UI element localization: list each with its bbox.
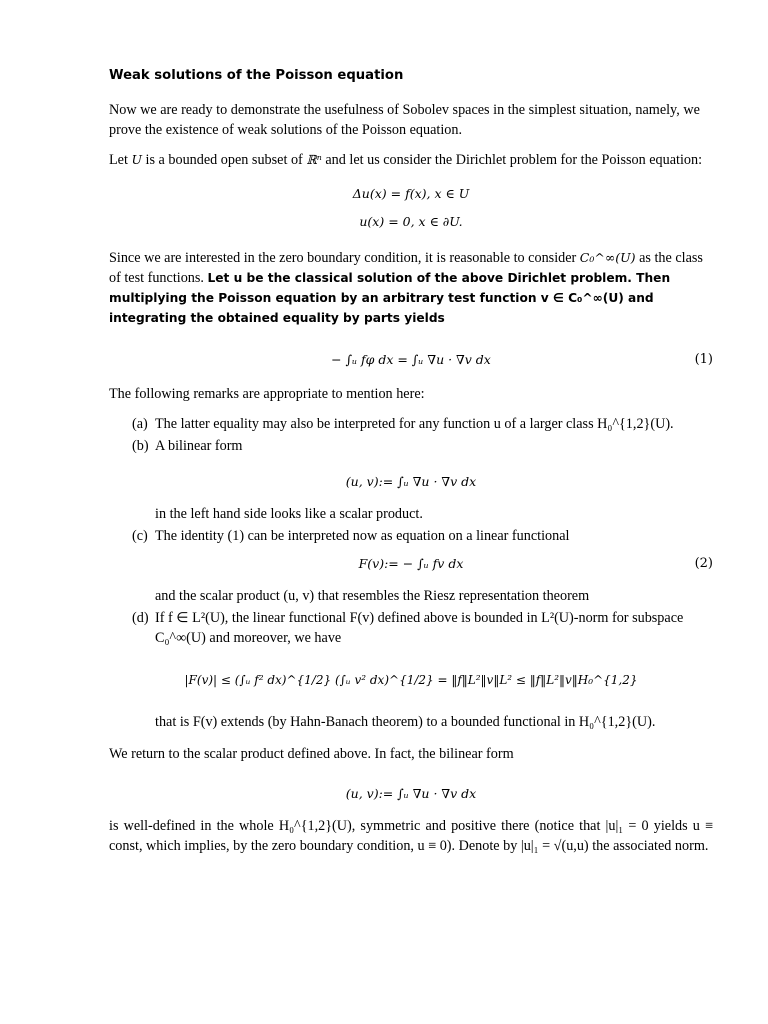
- remark-b-continuation: in the left hand side looks like a scalar product.: [155, 506, 423, 522]
- paragraph-dirichlet: [109, 150, 713, 170]
- remark-c-continuation: and the scalar product (u, v) that resembles the Riesz representation theorem: [155, 588, 590, 604]
- section-title: Weak solutions of the Poisson equation: [109, 68, 404, 83]
- equation-1-number: (1): [694, 352, 713, 367]
- remark-d-continuation: that is F(v) extends (by Hahn-Banach theorem) to a bounded functional in H₀^{1,2}(U).: [155, 714, 656, 730]
- inequality-bound-text: |F(v)| ≤ (∫ᵤ f² dx)^{1/2} (∫ᵤ v² dx)^{1/2} = ‖f‖L²‖v‖L² ≤ ‖f‖L²‖v‖H₀^{1,2}: [184, 673, 638, 687]
- text-consider-dirichlet: and let us consider the Dirichlet problem for the Poisson equation:: [325, 152, 703, 168]
- remark-b-text: A bilinear form: [155, 438, 243, 454]
- equation-boundary: [109, 210, 713, 240]
- equation-1: [109, 338, 713, 384]
- equation-poisson: [109, 180, 713, 210]
- equation-bilinear-text: (u, v):= ∫ᵤ ∇u · ∇v dx: [345, 474, 477, 489]
- equation-poisson-text: Δu(x) = f(x), x ∈ U: [352, 186, 470, 201]
- paragraph-test-functions: [109, 248, 713, 328]
- remark-a-text: The latter equality may also be interpreted for any function u of a larger class H₀^{1,2}(U).: [155, 416, 674, 432]
- symbol-U: U: [131, 152, 142, 167]
- paragraph-remarks-intro: The following remarks are appropriate to mention here:: [109, 386, 425, 402]
- text-bounded-open: is a bounded open subset of: [145, 152, 303, 168]
- remark-c-label: (c): [132, 528, 148, 544]
- text-since-zero-bc: Since we are interested in the zero boundary condition, it is reasonable to consider: [109, 250, 577, 266]
- equation-2-number: (2): [694, 556, 713, 571]
- inequality-bound: [109, 650, 713, 706]
- remark-c: [109, 526, 713, 546]
- equation-bilinear: [109, 458, 713, 504]
- paragraph-return: We return to the scalar product defined above. In fact, the bilinear form: [109, 746, 514, 762]
- paragraph-intro: Now we are ready to demonstrate the usefulness of Sobolev spaces in the simplest situation, namely, we prove the existence of weak solutions of the Poisson equation.: [109, 102, 700, 138]
- text-let: Let: [109, 152, 128, 168]
- equation-bilinear-2: [109, 774, 713, 816]
- text-class-test: as the class of test functions.: [109, 250, 703, 286]
- remark-d-label: (d): [132, 610, 149, 626]
- remark-d: [109, 608, 713, 648]
- remark-c-text: The identity (1) can be interpreted now as equation on a linear functional: [155, 528, 570, 544]
- text-classical-solution: Let u be the classical solution of the above Dirichlet problem. Then multiplying the Poisson equation by an arbitrary test function v ∈ C₀^∞(U) and integrating the obtained equality by parts yields: [109, 271, 671, 325]
- remark-b-label: (b): [132, 438, 149, 454]
- equation-2: [109, 548, 713, 586]
- equation-1-text: − ∫ᵤ fφ dx = ∫ᵤ ∇u · ∇v dx: [331, 352, 491, 367]
- symbol-C0-inf: C₀^∞(U): [579, 250, 636, 265]
- equation-bilinear-2-text: (u, v):= ∫ᵤ ∇u · ∇v dx: [345, 786, 477, 801]
- paragraph-well-defined: is well-defined in the whole H₀^{1,2}(U), symmetric and positive there (notice that |u|₁ = 0 yields u ≡ const, which implies, by the zero boundary condition, u ≡ 0). Denote by |u|₁ = √(u,u) the associated norm.: [109, 818, 713, 854]
- document-page: [109, 66, 713, 866]
- remark-d-text: If f ∈ L²(U), the linear functional F(v) defined above is bounded in L²(U)-norm for subspace C₀^∞(U) and moreover, we have: [155, 610, 684, 646]
- equation-boundary-text: u(x) = 0, x ∈ ∂U.: [359, 214, 463, 229]
- remark-a: [109, 414, 713, 434]
- symbol-Rn: ℝⁿ: [306, 152, 322, 167]
- remark-a-label: (a): [132, 416, 148, 432]
- remark-b: [109, 436, 713, 456]
- equation-2-text: F(v):= − ∫ᵤ fv dx: [358, 556, 464, 571]
